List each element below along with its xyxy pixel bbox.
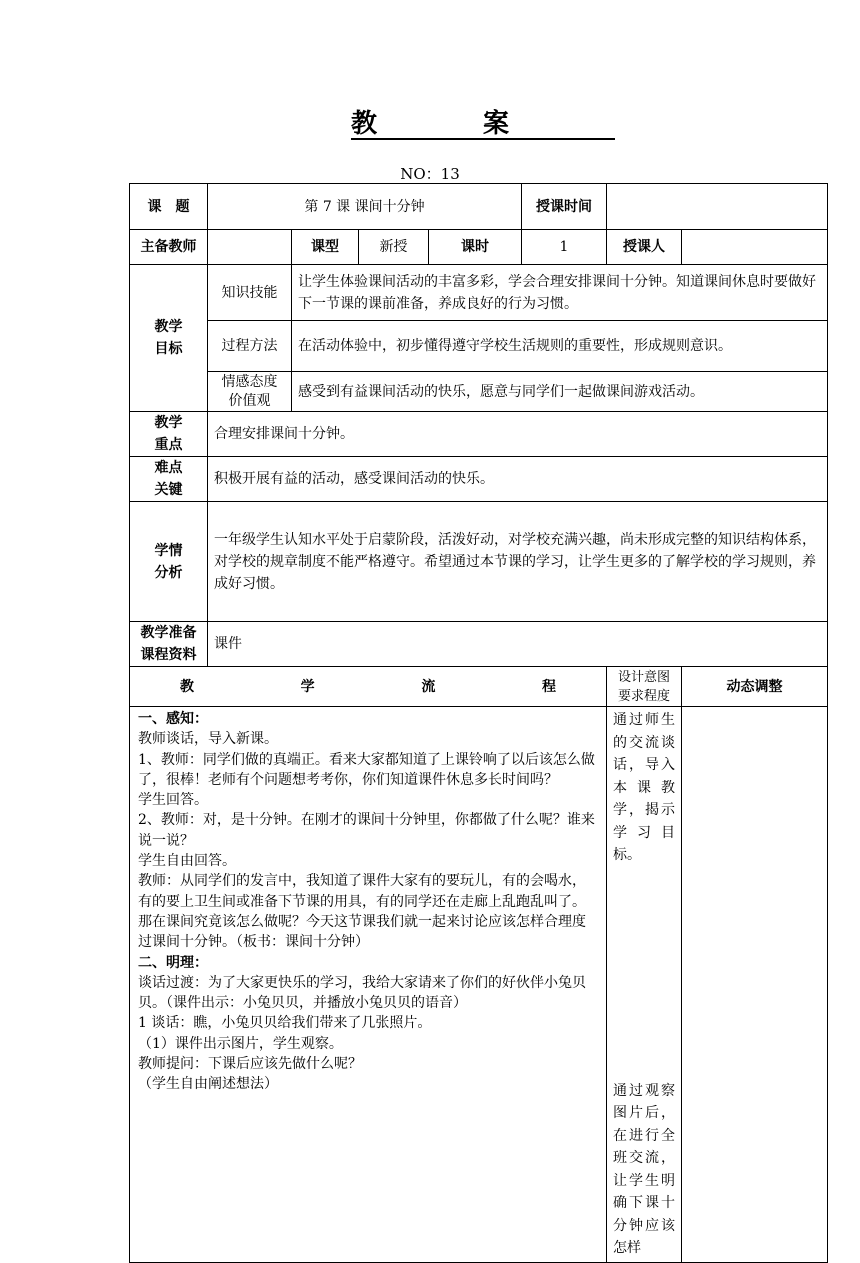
- flow-line: （1）课件出示图片，学生观察。: [138, 1035, 343, 1052]
- hours-value: 1: [522, 230, 607, 265]
- flow-line: 教师谈话，导入新课。: [138, 731, 278, 748]
- document-title: 教案: [350, 109, 615, 139]
- type-value: 新授: [359, 230, 429, 265]
- lecturer-label: 授课人: [607, 230, 682, 265]
- flow-header: 教 学 流 程: [130, 667, 607, 707]
- design-header: 设计意图 要求程度: [607, 667, 682, 707]
- analysis-text: 一年级学生认知水平处于启蒙阶段，活泼好动，对学校充满兴趣，尚未形成完整的知识结构体系，对学校的规章制度不能严格遵守。希望通过本节课的学习，让学生更多的了解学校的学习规则，养成好习惯。: [208, 502, 828, 622]
- flow-line: 2、教师：对，是十分钟。在刚才的课间十分钟里，你都做了什么呢？谁来说一说？: [138, 812, 595, 849]
- flow-line: 1、教师：同学们做的真端正。看来大家都知道了上课铃响了以后该怎么做了，很棒！老师有个问题想考考你，你们知道课件休息多长时间吗？: [138, 751, 595, 788]
- design-intent-content: [607, 707, 682, 1263]
- flow-line: 教师提问：下课后应该先做什么呢？: [138, 1056, 362, 1073]
- time-label: 授课时间: [522, 184, 607, 230]
- teaching-flow-content: [130, 707, 607, 1263]
- flow-line: 教师：从同学们的发言中，我知道了课件大家有的要玩儿，有的会喝水，有的要上卫生间或准备下节课的用具，有的同学还在走廊上乱跑乱叫了。那在课间究竟该怎么做呢？今天这节课我们就一起来讨论应该怎样合理度过课间十分钟。（板书：课间十分钟）: [138, 873, 586, 951]
- teacher-label: 主备教师: [130, 230, 208, 265]
- flow-line: 学生自由回答。: [138, 853, 236, 870]
- flow-section-heading: 一、感知：: [138, 711, 208, 727]
- knowledge-label: 知识技能: [208, 265, 292, 321]
- flow-line: 1 谈话：瞧，小兔贝贝给我们带来了几张照片。: [138, 1015, 432, 1032]
- adjust-header: 动态调整: [682, 667, 828, 707]
- design-note: 通过观察图片后，在进行全班交流，让学生明确下课十分钟应该怎样: [613, 1082, 676, 1256]
- flow-line: 谈话过渡：为了大家更快乐的学习，我给大家请来了你们的好伙伴小兔贝贝。（课件出示：小兔贝贝，并播放小兔贝贝的语音）: [138, 974, 586, 1012]
- document-number: NO：13: [400, 165, 460, 183]
- topic-label: 课 题: [130, 184, 208, 230]
- time-value: [607, 184, 828, 230]
- adjust-content: [682, 707, 828, 1263]
- hours-label: 课时: [429, 230, 522, 265]
- flow-section-heading: 二、明理：: [138, 954, 208, 971]
- key-label: 教学 重点: [130, 412, 208, 457]
- prep-text: 课件: [208, 622, 828, 667]
- flow-line: 学生回答。: [138, 792, 208, 809]
- lesson-plan-table: [129, 183, 828, 1263]
- process-text: 在活动体验中，初步懂得遵守学校生活规则的重要性，形成规则意识。: [292, 321, 828, 372]
- teacher-value: [208, 230, 292, 265]
- emotion-label: 情感态度 价值观: [208, 372, 292, 412]
- difficulty-text: 积极开展有益的活动，感受课间活动的快乐。: [208, 457, 828, 502]
- prep-label: 教学准备 课程资料: [130, 622, 208, 667]
- lecturer-value: [682, 230, 828, 265]
- difficulty-label: 难点 关键: [130, 457, 208, 502]
- goals-label: 教学 目标: [130, 265, 208, 412]
- process-label: 过程方法: [208, 321, 292, 372]
- emotion-text: 感受到有益课间活动的快乐，愿意与同学们一起做课间游戏活动。: [292, 372, 828, 412]
- design-note: 通过师生的交流谈话，导入本课教学，揭示学习目标。: [613, 712, 676, 863]
- knowledge-text: 让学生体验课间活动的丰富多彩，学会合理安排课间十分钟。知道课间休息时要做好下一节课的课前准备，养成良好的行为习惯。: [292, 265, 828, 321]
- key-text: 合理安排课间十分钟。: [208, 412, 828, 457]
- type-label: 课型: [292, 230, 359, 265]
- flow-line: （学生自由阐述想法）: [138, 1076, 278, 1093]
- analysis-label: 学情 分析: [130, 502, 208, 622]
- topic-value: 第 7 课 课间十分钟: [208, 184, 522, 230]
